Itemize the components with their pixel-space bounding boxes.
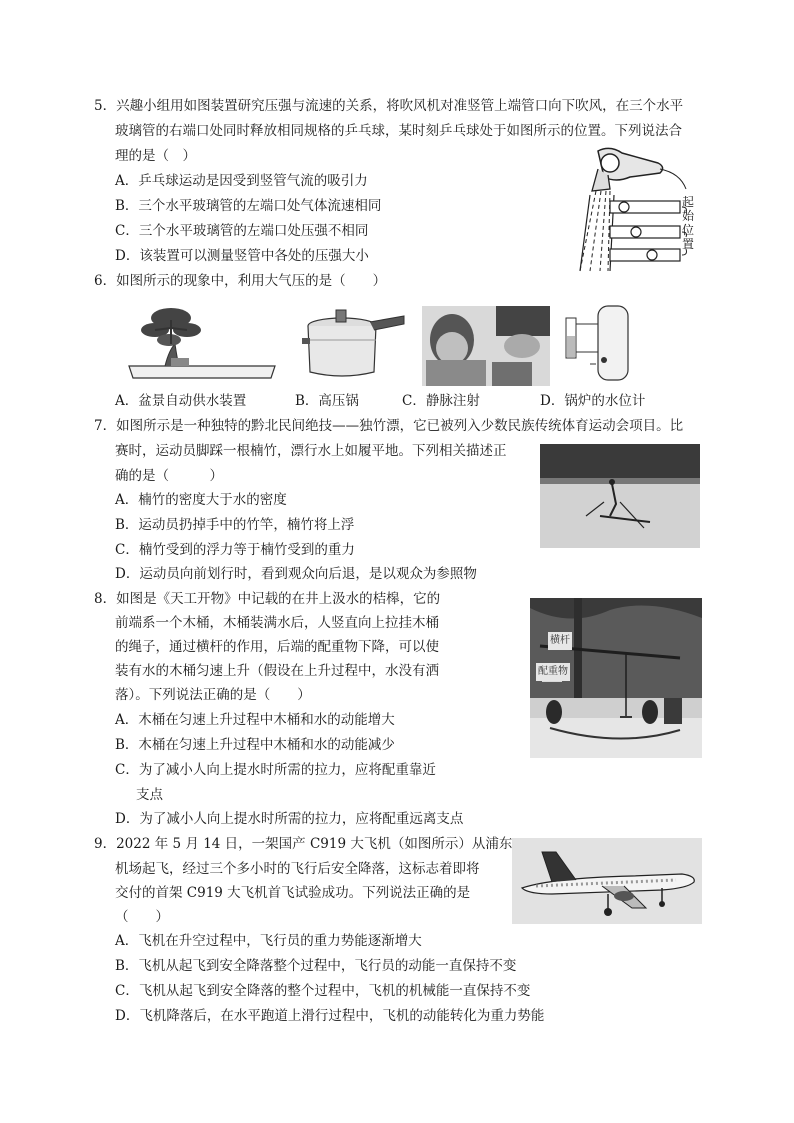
q7-bamboo-rafting-photo xyxy=(540,444,700,548)
q8-figure-label-counterweight: 配重物 xyxy=(536,663,570,681)
q6-boiler-gauge-figure xyxy=(560,300,635,382)
q9-option-a: A．飞机在升空过程中，飞行员的重力势能逐渐增大 xyxy=(115,933,422,949)
q8-figure-label-beam: 横杆 xyxy=(548,632,572,650)
q6-stem: 6．如图所示的现象中，利用大气压的是（ ） xyxy=(94,273,387,289)
q6-option-d: D．锅炉的水位计 xyxy=(540,393,646,409)
q7-option-d: D．运动员向前划行时，看到观众向后退，是以观众为参照物 xyxy=(115,566,477,582)
q8-stem-line5: 落）。下列说法正确的是（ ） xyxy=(115,687,311,703)
q6-option-a: A．盆景自动供水装置 xyxy=(115,393,247,409)
q8-option-c-line2: 支点 xyxy=(136,787,163,803)
q8-option-a: A．木桶在匀速上升过程中木桶和水的动能增大 xyxy=(115,712,395,728)
q7-option-a: A．楠竹的密度大于水的密度 xyxy=(115,492,287,508)
q9-stem-line1: 9．2022 年 5 月 14 日，一架国产 C919 大飞机（如图所示）从浦东 xyxy=(94,836,513,852)
q8-option-b: B．木桶在匀速上升过程中木桶和水的动能减少 xyxy=(115,737,395,753)
q8-stem-line1: 8．如图是《天工开物》中记载的在井上汲水的桔槔，它的 xyxy=(94,591,441,607)
q7-option-b: B．运动员扔掉手中的竹竿，楠竹将上浮 xyxy=(115,517,355,533)
q5-option-d: D．该装置可以测量竖管中各处的压强大小 xyxy=(115,248,369,264)
q6-bonsai-figure xyxy=(125,300,280,382)
q9-stem-line4: （ ） xyxy=(115,909,169,925)
q5-stem-line2: 玻璃管的右端口处同时释放相同规格的乒乓球，某时刻乒乓球处于如图所示的位置。下列说法合 xyxy=(115,123,682,139)
q7-stem-line1: 7．如图所示是一种独特的黔北民间绝技——独竹漂，它已被列入少数民族传统体育运动会项目。比 xyxy=(94,418,684,434)
q6-pressure-cooker-figure xyxy=(300,300,410,382)
q6-option-c: C．静脉注射 xyxy=(402,393,480,409)
q9-stem-line2: 机场起飞，经过三个多小时的飞行后安全降落，这标志着即将 xyxy=(115,861,480,877)
q8-stem-line3: 的绳子，通过横杆的作用，后端的配重物下降，可以使 xyxy=(115,639,439,655)
q8-option-c-line1: C．为了减小人向上提水时所需的拉力，应将配重靠近 xyxy=(115,762,436,778)
q7-option-c: C．楠竹受到的浮力等于楠竹受到的重力 xyxy=(115,542,355,558)
q5-stem-line1: 5．兴趣小组用如图装置研究压强与流速的关系，将吹风机对准竖管上端管口向下吹风，在三个水平 xyxy=(94,98,684,114)
q5-figure-label-4: 置 xyxy=(682,237,695,251)
q7-stem-line2: 赛时，运动员脚踩一根楠竹，漂行水上如履平地。下列相关描述正 xyxy=(115,443,507,459)
q5-option-c: C．三个水平玻璃管的左端口处压强不相同 xyxy=(115,223,369,239)
q5-stem-line3: 理的是（ ） xyxy=(115,148,196,164)
q5-option-b: B．三个水平玻璃管的左端口处气体流速相同 xyxy=(115,198,382,214)
q5-figure-label-1: 起 xyxy=(682,195,695,209)
q9-option-c: C．飞机从起飞到安全降落的整个过程中，飞机的机械能一直保持不变 xyxy=(115,983,531,999)
q9-option-d: D．飞机降落后，在水平跑道上滑行过程中，飞机的动能转化为重力势能 xyxy=(115,1008,545,1024)
q6-option-b: B．高压锅 xyxy=(295,393,359,409)
q8-stem-line2: 前端系一个木桶，木桶装满水后，人竖直向上拉挂木桶 xyxy=(115,615,439,631)
q9-option-b: B．飞机从起飞到安全降落整个过程中，飞行员的动能一直保持不变 xyxy=(115,958,517,974)
q7-stem-line3: 确的是（ ） xyxy=(115,468,223,484)
q5-figure-label-3: 位 xyxy=(682,223,695,237)
q6-iv-injection-photo xyxy=(422,306,550,386)
q5-figure-label-2: 始 xyxy=(682,209,695,223)
q5-option-a: A．乒乓球运动是因受到竖管气流的吸引力 xyxy=(115,173,368,189)
q8-stem-line4: 装有水的木桶匀速上升（假设在上升过程中，水没有洒 xyxy=(115,663,439,679)
q9-c919-aircraft-photo xyxy=(512,838,702,924)
q9-stem-line3: 交付的首架 C919 大飞机首飞试验成功。下列说法正确的是 xyxy=(115,885,471,901)
q8-option-d: D．为了减小人向上提水时所需的拉力，应将配重远离支点 xyxy=(115,811,464,827)
